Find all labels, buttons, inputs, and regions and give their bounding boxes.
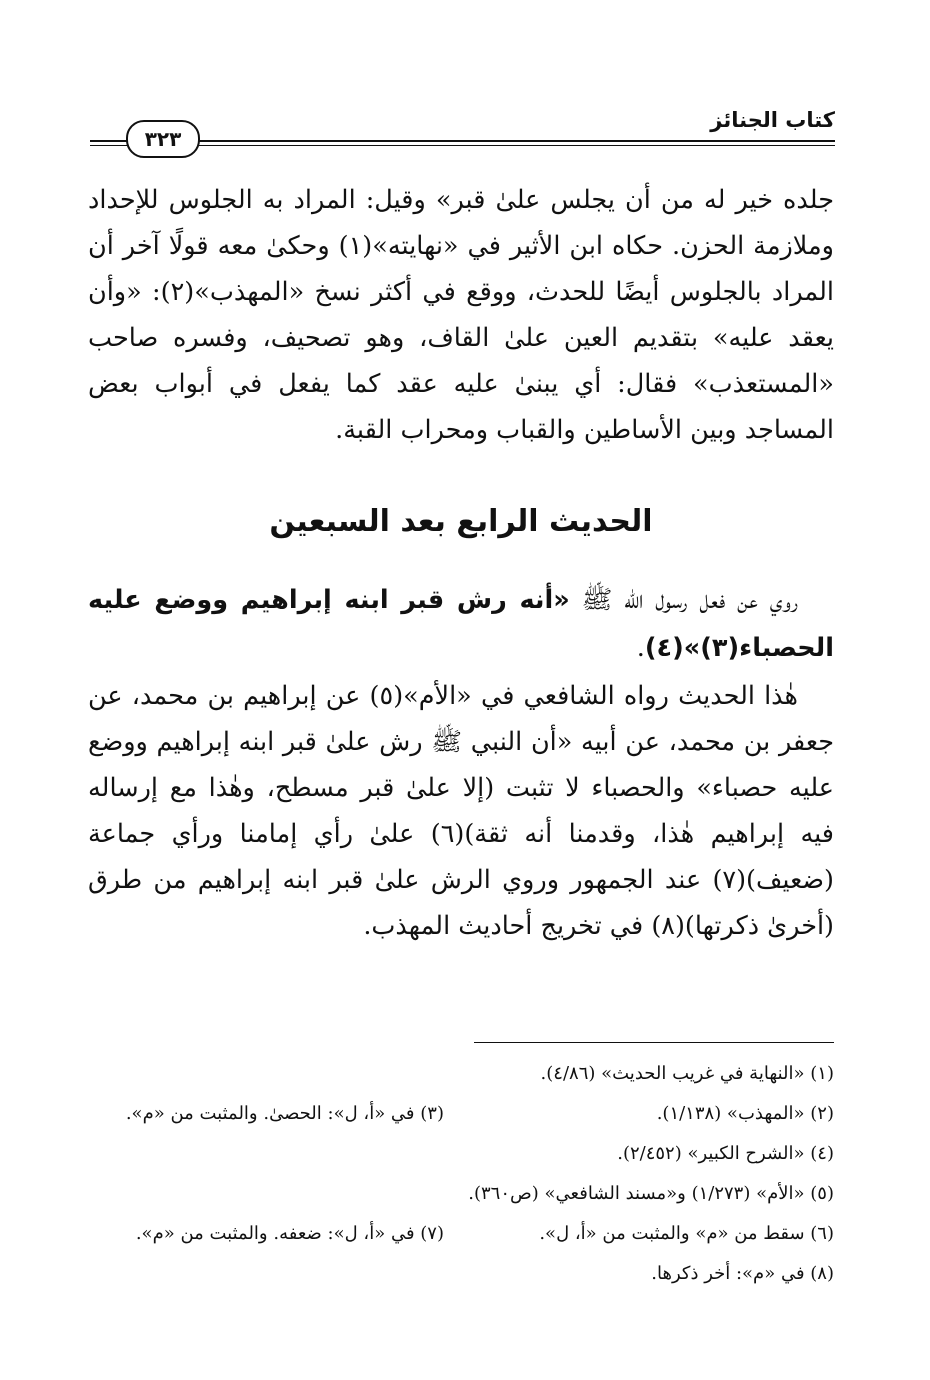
footnote-3: (٣) في «أ، ل»: الحصىٰ. والمثبت من «م». [125,1103,444,1124]
hadith-line [88,576,834,672]
hadith-end: . [636,633,645,663]
footnote-5: (٥) «الأم» (١/٢٧٣) و«مسند الشافعي» (ص٣٦٠). [468,1183,834,1204]
footnote-row [88,1094,834,1134]
section-heading: الحديث الرابع بعد السبعين [269,504,653,539]
footnote-row [88,1174,834,1214]
footnote-2: (٢) «المهذب» (١/١٣٨). [656,1103,834,1124]
hadith-quote: «أنه رش قبر ابنه إبراهيم ووضع عليه الحصباء(٣)»(٤) [88,585,834,663]
paragraph-1 [88,177,834,453]
page-number: ٣٢٣ [126,120,200,158]
footnote-row [88,1214,834,1254]
paragraph-2-text: هٰذا الحديث رواه الشافعي في «الأم»(٥) عن إبراهيم بن محمد، عن جعفر بن محمد، عن أبيه «أن النبي ﷺ رش علىٰ قبر ابنه إبراهيم ووضع عليه حصباء» والحصباء لا تثبت (إلا علىٰ قبر مسطح، وهٰذا مع إرساله فيه إبراهيم هٰذا، وقدمنا أنه ثقة)(٦) علىٰ رأي إمامنا ورأي جماعة (ضعيف)(٧) عند الجمهور وروي الرش علىٰ قبر ابنه إبراهيم من طرق (أخرىٰ ذكرتها)(٨) في تخريج أحاديث المهذب. [88,681,834,941]
hadith-intro: روي عن فعل رسول الله ﷺ [569,585,799,615]
footnotes [88,1054,834,1294]
paragraph-2 [88,673,834,949]
footnote-8: (٨) في «م»: أخر ذكرها. [651,1263,834,1284]
hadith-text [88,576,834,672]
footnote-7: (٧) في «أ، ل»: ضعفه. والمثبت من «م». [135,1223,444,1244]
footnote-row [88,1054,834,1094]
header-rule [90,140,835,146]
footnote-row [88,1134,834,1174]
footnote-1: (١) «النهاية في غريب الحديث» (٤/٨٦). [540,1063,834,1084]
footnote-row [88,1254,834,1294]
footnote-separator [474,1042,834,1043]
page-header [90,108,835,152]
paragraph-1-text: جلده خير له من أن يجلس علىٰ قبر» وقيل: المراد به الجلوس للإحداد وملازمة الحزن. حكاه ابن الأثير في «نهايته»(١) وحكىٰ معه قولًا آخر أن المراد بالجلوس أيضًا للحدث، ووقع في أكثر نسخ «المهذب»(٢): «وأن يعقد عليه» بتقديم العين علىٰ القاف، وهو تصحيف، وفسره صاحب «المستعذب» فقال: أي يبنىٰ عليه عقد كما يفعل في أبواب بعض المساجد وبين الأساطين والقباب ومحراب القبة. [88,185,835,445]
chapter-title: كتاب الجنائز [710,108,835,132]
footnote-4: (٤) «الشرح الكبير» (٢/٤٥٢). [617,1143,834,1164]
footnote-6: (٦) سقط من «م» والمثبت من «أ، ل». [539,1223,834,1244]
